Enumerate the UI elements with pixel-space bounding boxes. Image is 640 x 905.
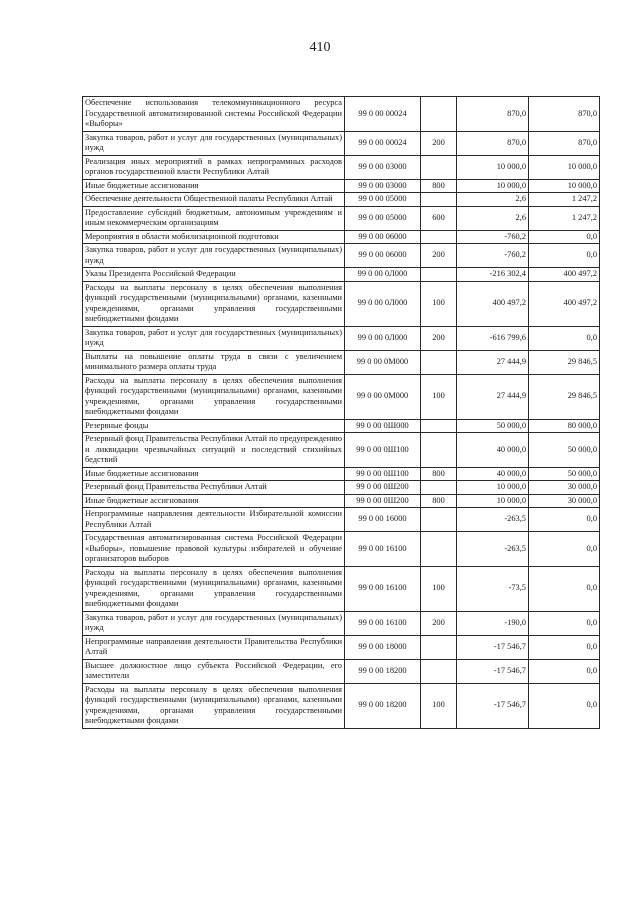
expense-type-cell [421,97,457,132]
amount-year1-cell: 2,6 [457,193,529,207]
target-code-cell: 99 0 00 03000 [345,179,421,193]
amount-year1-cell: 10 000,0 [457,494,529,508]
row-name-cell: Реализация иных мероприятий в рамках непрограммных расходов органов государственной власти Республики Алтай [83,155,345,179]
target-code-cell: 99 0 00 16100 [345,532,421,567]
amount-year1-cell: -616 799,6 [457,326,529,350]
target-code-cell: 99 0 00 0Л000 [345,268,421,282]
target-code-cell: 99 0 00 0М000 [345,350,421,374]
target-code-cell: 99 0 00 16100 [345,566,421,611]
table-row [83,419,600,433]
target-code-cell: 99 0 00 0Ш200 [345,481,421,495]
amount-year1-cell: 10 000,0 [457,155,529,179]
expense-type-cell: 100 [421,683,457,728]
table-row [83,481,600,495]
row-name-cell: Непрограммные направления деятельности Избирательной комиссии Республики Алтай [83,508,345,532]
target-code-cell: 99 0 00 00024 [345,131,421,155]
row-name-cell: Резервный фонд Правительства Республики Алтай по предупреждению и ликвидации чрезвычайных ситуаций и последствий стихийных бедствий [83,433,345,468]
expense-type-cell [421,433,457,468]
target-code-cell: 99 0 00 0Ш200 [345,494,421,508]
amount-year1-cell: 870,0 [457,131,529,155]
expense-type-cell [421,635,457,659]
target-code-cell: 99 0 00 18200 [345,683,421,728]
target-code-cell: 99 0 00 16000 [345,508,421,532]
amount-year1-cell: 10 000,0 [457,481,529,495]
amount-year1-cell: -263,5 [457,508,529,532]
amount-year2-cell: 400 497,2 [529,268,600,282]
expense-type-cell: 800 [421,494,457,508]
table-row [83,193,600,207]
row-name-cell: Расходы на выплаты персоналу в целях обеспечения выполнения функций государственными (муниципальными) органами, казенными учреждениями, органами управления государственными внебюджетными фондами [83,281,345,326]
target-code-cell: 99 0 00 0Ш000 [345,419,421,433]
amount-year1-cell: -760,2 [457,244,529,268]
budget-table [82,96,600,729]
table-row [83,683,600,728]
amount-year1-cell: 2,6 [457,206,529,230]
target-code-cell: 99 0 00 05000 [345,206,421,230]
amount-year2-cell: 1 247,2 [529,193,600,207]
table-row [83,131,600,155]
table-row [83,433,600,468]
amount-year1-cell: -17 546,7 [457,659,529,683]
table-row [83,532,600,567]
target-code-cell: 99 0 00 05000 [345,193,421,207]
table-row [83,611,600,635]
row-name-cell: Закупка товаров, работ и услуг для государственных (муниципальных) нужд [83,244,345,268]
expense-type-cell: 200 [421,326,457,350]
target-code-cell: 99 0 00 0Ш100 [345,433,421,468]
page-number: 410 [309,40,331,55]
table-row [83,374,600,419]
target-code-cell: 99 0 00 18000 [345,635,421,659]
expense-type-cell [421,532,457,567]
table-row [83,566,600,611]
amount-year2-cell: 1 247,2 [529,206,600,230]
expense-type-cell: 600 [421,206,457,230]
row-name-cell: Выплаты на повышение оплаты труда в связи с увеличением минимального размера оплаты труда [83,350,345,374]
amount-year1-cell: -17 546,7 [457,635,529,659]
row-name-cell: Иные бюджетные ассигнования [83,494,345,508]
amount-year2-cell: 30 000,0 [529,494,600,508]
amount-year2-cell: 29 846,5 [529,350,600,374]
table-row [83,281,600,326]
amount-year1-cell: -263,5 [457,532,529,567]
row-name-cell: Резервные фонды [83,419,345,433]
table-row [83,179,600,193]
row-name-cell: Расходы на выплаты персоналу в целях обеспечения выполнения функций государственными (муниципальными) органами, казенными учреждениями, органами управления государственными внебюджетными фондами [83,683,345,728]
expense-type-cell: 800 [421,179,457,193]
table-row [83,268,600,282]
expense-type-cell [421,193,457,207]
amount-year2-cell: 870,0 [529,97,600,132]
amount-year2-cell: 870,0 [529,131,600,155]
amount-year2-cell: 80 000,0 [529,419,600,433]
row-name-cell: Иные бюджетные ассигнования [83,467,345,481]
row-name-cell: Расходы на выплаты персоналу в целях обеспечения выполнения функций государственными (муниципальными) органами, казенными учреждениями, органами управления государственными внебюджетными фондами [83,566,345,611]
row-name-cell: Предоставление субсидий бюджетным, автономным учреждениям и иным некоммерческим организациям [83,206,345,230]
target-code-cell: 99 0 00 0М000 [345,374,421,419]
amount-year1-cell: -190,0 [457,611,529,635]
table-row [83,206,600,230]
amount-year2-cell: 50 000,0 [529,433,600,468]
amount-year1-cell: 27 444,9 [457,350,529,374]
row-name-cell: Обеспечение деятельности Общественной палаты Республики Алтай [83,193,345,207]
amount-year1-cell: 400 497,2 [457,281,529,326]
amount-year2-cell: 0,0 [529,635,600,659]
amount-year1-cell: -216 302,4 [457,268,529,282]
amount-year2-cell: 50 000,0 [529,467,600,481]
expense-type-cell: 200 [421,131,457,155]
row-name-cell: Непрограммные направления деятельности Правительства Республики Алтай [83,635,345,659]
amount-year2-cell: 400 497,2 [529,281,600,326]
expense-type-cell [421,659,457,683]
target-code-cell: 99 0 00 03000 [345,155,421,179]
table-row [83,350,600,374]
amount-year2-cell: 30 000,0 [529,481,600,495]
target-code-cell: 99 0 00 0Л000 [345,281,421,326]
amount-year2-cell: 0,0 [529,230,600,244]
expense-type-cell [421,230,457,244]
table-row [83,155,600,179]
amount-year1-cell: -17 546,7 [457,683,529,728]
amount-year2-cell: 0,0 [529,566,600,611]
row-name-cell: Высшее должностное лицо субъекта Российской Федерации, его заместители [83,659,345,683]
row-name-cell: Закупка товаров, работ и услуг для государственных (муниципальных) нужд [83,326,345,350]
table-row [83,659,600,683]
row-name-cell: Иные бюджетные ассигнования [83,179,345,193]
expense-type-cell [421,419,457,433]
amount-year2-cell: 10 000,0 [529,179,600,193]
amount-year2-cell: 0,0 [529,532,600,567]
table-row [83,508,600,532]
table-row [83,467,600,481]
amount-year1-cell: 40 000,0 [457,433,529,468]
amount-year1-cell: 40 000,0 [457,467,529,481]
row-name-cell: Государственная автоматизированная система Российской Федерации «Выборы», повышение правовой культуры избирателей и обучение организаторов выборов [83,532,345,567]
amount-year2-cell: 0,0 [529,326,600,350]
amount-year2-cell: 0,0 [529,508,600,532]
expense-type-cell: 100 [421,374,457,419]
row-name-cell: Мероприятия в области мобилизационной подготовки [83,230,345,244]
amount-year2-cell: 10 000,0 [529,155,600,179]
row-name-cell: Закупка товаров, работ и услуг для государственных (муниципальных) нужд [83,611,345,635]
expense-type-cell: 200 [421,244,457,268]
expense-type-cell: 100 [421,566,457,611]
amount-year2-cell: 0,0 [529,659,600,683]
table-row [83,244,600,268]
target-code-cell: 99 0 00 00024 [345,97,421,132]
target-code-cell: 99 0 00 06000 [345,230,421,244]
table-row [83,635,600,659]
expense-type-cell [421,268,457,282]
row-name-cell: Закупка товаров, работ и услуг для государственных (муниципальных) нужд [83,131,345,155]
amount-year1-cell: 870,0 [457,97,529,132]
target-code-cell: 99 0 00 0Л000 [345,326,421,350]
amount-year1-cell: -73,5 [457,566,529,611]
expense-type-cell [421,155,457,179]
table-row [83,97,600,132]
expense-type-cell: 200 [421,611,457,635]
expense-type-cell: 100 [421,281,457,326]
table-row [83,494,600,508]
expense-type-cell [421,350,457,374]
row-name-cell: Расходы на выплаты персоналу в целях обеспечения выполнения функций государственными (муниципальными) органами, казенными учреждениями, органами управления государственными внебюджетными фондами [83,374,345,419]
row-name-cell: Резервный фонд Правительства Республики Алтай [83,481,345,495]
amount-year1-cell: 27 444,9 [457,374,529,419]
expense-type-cell [421,508,457,532]
target-code-cell: 99 0 00 06000 [345,244,421,268]
budget-table-body [83,97,600,729]
row-name-cell: Обеспечение использования телекоммуникационного ресурса Государственной автоматизированной системы Российской Федерации «Выборы» [83,97,345,132]
amount-year1-cell: 10 000,0 [457,179,529,193]
expense-type-cell: 800 [421,467,457,481]
amount-year2-cell: 29 846,5 [529,374,600,419]
amount-year2-cell: 0,0 [529,683,600,728]
table-row [83,230,600,244]
amount-year1-cell: -760,2 [457,230,529,244]
expense-type-cell [421,481,457,495]
target-code-cell: 99 0 00 0Ш100 [345,467,421,481]
amount-year1-cell: 50 000,0 [457,419,529,433]
row-name-cell: Указы Президента Российской Федерации [83,268,345,282]
table-row [83,326,600,350]
amount-year2-cell: 0,0 [529,611,600,635]
target-code-cell: 99 0 00 16100 [345,611,421,635]
target-code-cell: 99 0 00 18200 [345,659,421,683]
amount-year2-cell: 0,0 [529,244,600,268]
